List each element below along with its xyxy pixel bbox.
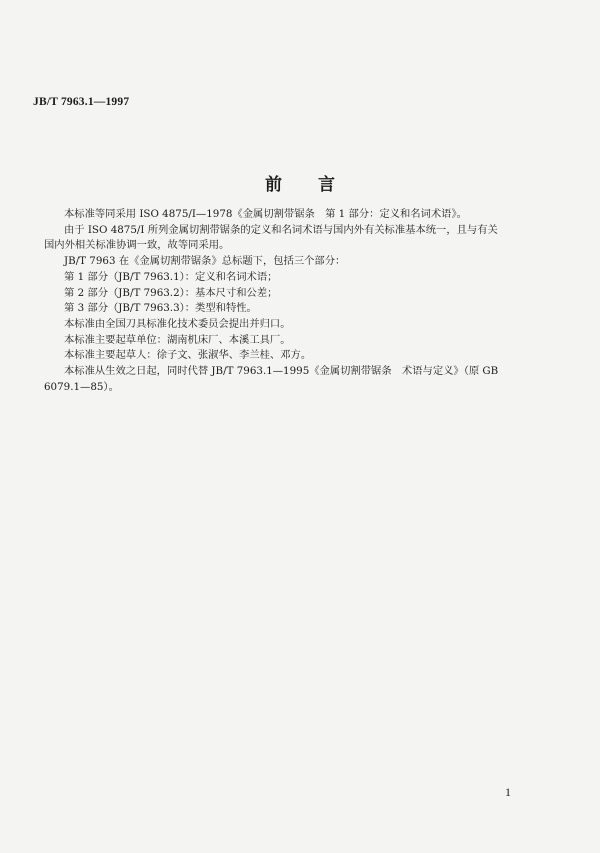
- paragraph-adoption: 本标准等同采用 ISO 4875/Ⅰ—1978《金属切割带锯条 第 1 部分：定义和名词术语》。: [64, 208, 467, 220]
- page-title: 前言: [265, 175, 371, 195]
- paragraph-reason-continued: 国内外相关标准协调一致，故等同采用。: [44, 239, 230, 252]
- page-number: 1: [505, 785, 511, 799]
- list-item-part-2: 第 2 部分（JB/T 7963.2）：基本尺寸和公差；: [64, 286, 278, 299]
- paragraph-reason: 由于 ISO 4875/Ⅰ 所列金属切割带锯条的定义和名词术语与国内外有关标准基本统一，且与有关: [64, 223, 498, 236]
- document-code: JB/T 7963.1—1997: [33, 96, 130, 108]
- paragraph-drafters: 本标准主要起草人：徐子文、张淑华、李兰桂、邓方。: [64, 349, 312, 362]
- list-item-part-1: 第 1 部分（JB/T 7963.1）：定义和名词术语；: [64, 270, 278, 283]
- list-item-part-3: 第 3 部分（JB/T 7963.3）：类型和特性。: [64, 302, 257, 315]
- paragraph-replacement: 本标准从生效之日起，同时代替 JB/T 7963.1—1995《金属切割带锯条 术语与定义》（原 GB: [64, 365, 499, 378]
- paragraph-committee: 本标准由全国刀具标准化技术委员会提出并归口。: [64, 317, 291, 330]
- preface-body: [44, 207, 534, 395]
- paragraph-drafting-units: 本标准主要起草单位：湖南机床厂、本溪工具厂。: [64, 333, 291, 346]
- paragraph-replacement-continued: 6079.1—85）。: [44, 380, 119, 393]
- paragraph-structure: JB/T 7963 在《金属切割带锯条》总标题下，包括三个部分：: [64, 255, 346, 268]
